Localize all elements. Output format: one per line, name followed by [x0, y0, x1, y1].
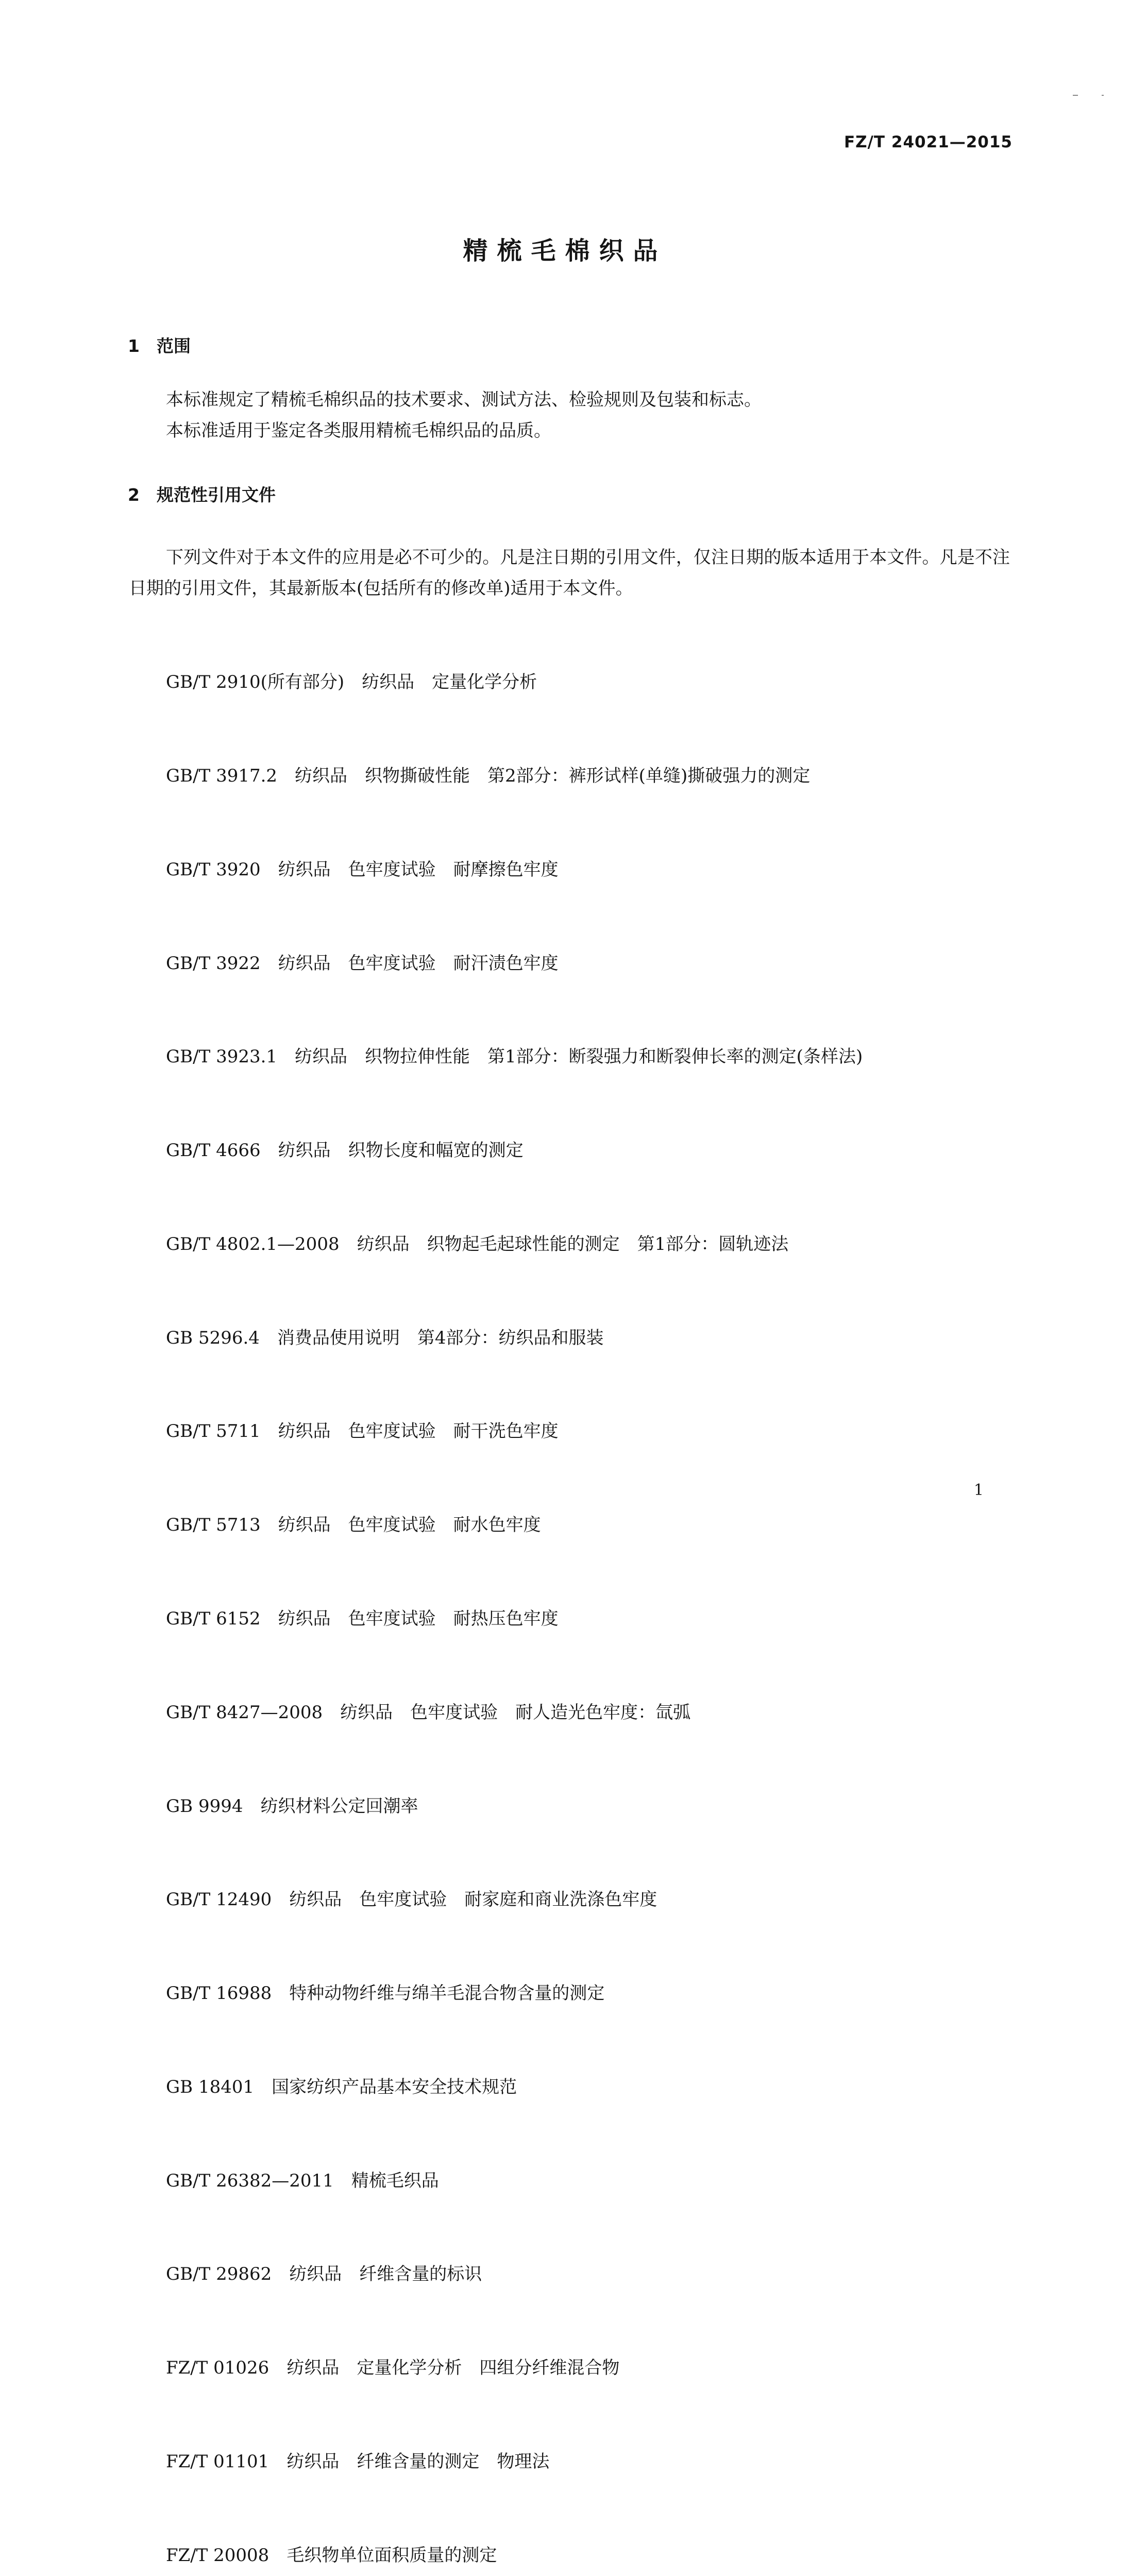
paragraph: 本标准适用于鉴定各类服用精梳毛棉织品的品质。 [166, 420, 551, 441]
reference-item: GB/T 4666 纺织品 织物长度和幅宽的测定 [166, 1140, 524, 1161]
reference-item: GB/T 16988 特种动物纤维与绵羊毛混合物含量的测定 [166, 1983, 605, 2004]
section-title: 规范性引用文件 [157, 485, 276, 505]
reference-item: GB/T 5711 纺织品 色牢度试验 耐干洗色牢度 [166, 1421, 559, 1442]
section-heading-scope [128, 333, 191, 357]
document-title: 精梳毛棉织品 [463, 236, 667, 265]
reference-item: GB/T 3922 纺织品 色牢度试验 耐汗渍色牢度 [166, 953, 559, 974]
reference-item: GB/T 29862 纺织品 纤维含量的标识 [166, 2264, 482, 2285]
reference-item: GB/T 12490 纺织品 色牢度试验 耐家庭和商业洗涤色牢度 [166, 1889, 657, 1910]
section-number: 2 [128, 485, 140, 505]
reference-item: GB/T 3920 纺织品 色牢度试验 耐摩擦色牢度 [166, 859, 559, 880]
page-number: 1 [973, 1481, 984, 1499]
scan-mark [1102, 95, 1104, 96]
reference-item: GB 5296.4 消费品使用说明 第4部分：纺织品和服装 [166, 1327, 604, 1348]
reference-item: GB/T 3923.1 纺织品 织物拉伸性能 第1部分：断裂强力和断裂伸长率的测定(条样法) [166, 1046, 863, 1067]
reference-item: GB/T 4802.1—2008 纺织品 织物起毛起球性能的测定 第1部分：圆轨迹法 [166, 1233, 789, 1255]
reference-item: GB/T 3917.2 纺织品 织物撕破性能 第2部分：裤形试样(单缝)撕破强力的测定 [166, 765, 811, 786]
reference-item: FZ/T 20008 毛织物单位面积质量的测定 [166, 2545, 497, 2566]
reference-list [166, 604, 863, 2576]
reference-item: GB/T 2910(所有部分) 纺织品 定量化学分析 [166, 672, 537, 693]
reference-item: GB 9994 纺织材料公定回潮率 [166, 1795, 418, 1817]
scan-mark [1073, 95, 1078, 96]
references-intro: 下列文件对于本文件的应用是必不可少的。凡是注日期的引用文件，仅注日期的版本适用于本文件。凡是不注日期的引用文件，其最新版本(包括所有的修改单)适用于本文件。 [129, 547, 1010, 599]
paragraph: 本标准规定了精梳毛棉织品的技术要求、测试方法、检验规则及包装和标志。 [166, 389, 762, 410]
reference-item: GB/T 5713 纺织品 色牢度试验 耐水色牢度 [166, 1515, 541, 1536]
section-title: 范围 [157, 336, 191, 356]
standard-code: FZ/T 24021—2015 [844, 133, 1013, 151]
reference-item: FZ/T 01026 纺织品 定量化学分析 四组分纤维混合物 [166, 2358, 620, 2379]
reference-item: GB/T 8427—2008 纺织品 色牢度试验 耐人造光色牢度：氙弧 [166, 1702, 691, 1723]
reference-item: GB/T 6152 纺织品 色牢度试验 耐热压色牢度 [166, 1608, 559, 1629]
reference-item: GB/T 26382—2011 精梳毛织品 [166, 2170, 439, 2191]
reference-item: GB 18401 国家纺织产品基本安全技术规范 [166, 2076, 517, 2097]
section-heading-normative-references [128, 482, 276, 506]
section-number: 1 [128, 336, 140, 356]
reference-item: FZ/T 01101 纺织品 纤维含量的测定 物理法 [166, 2451, 550, 2472]
